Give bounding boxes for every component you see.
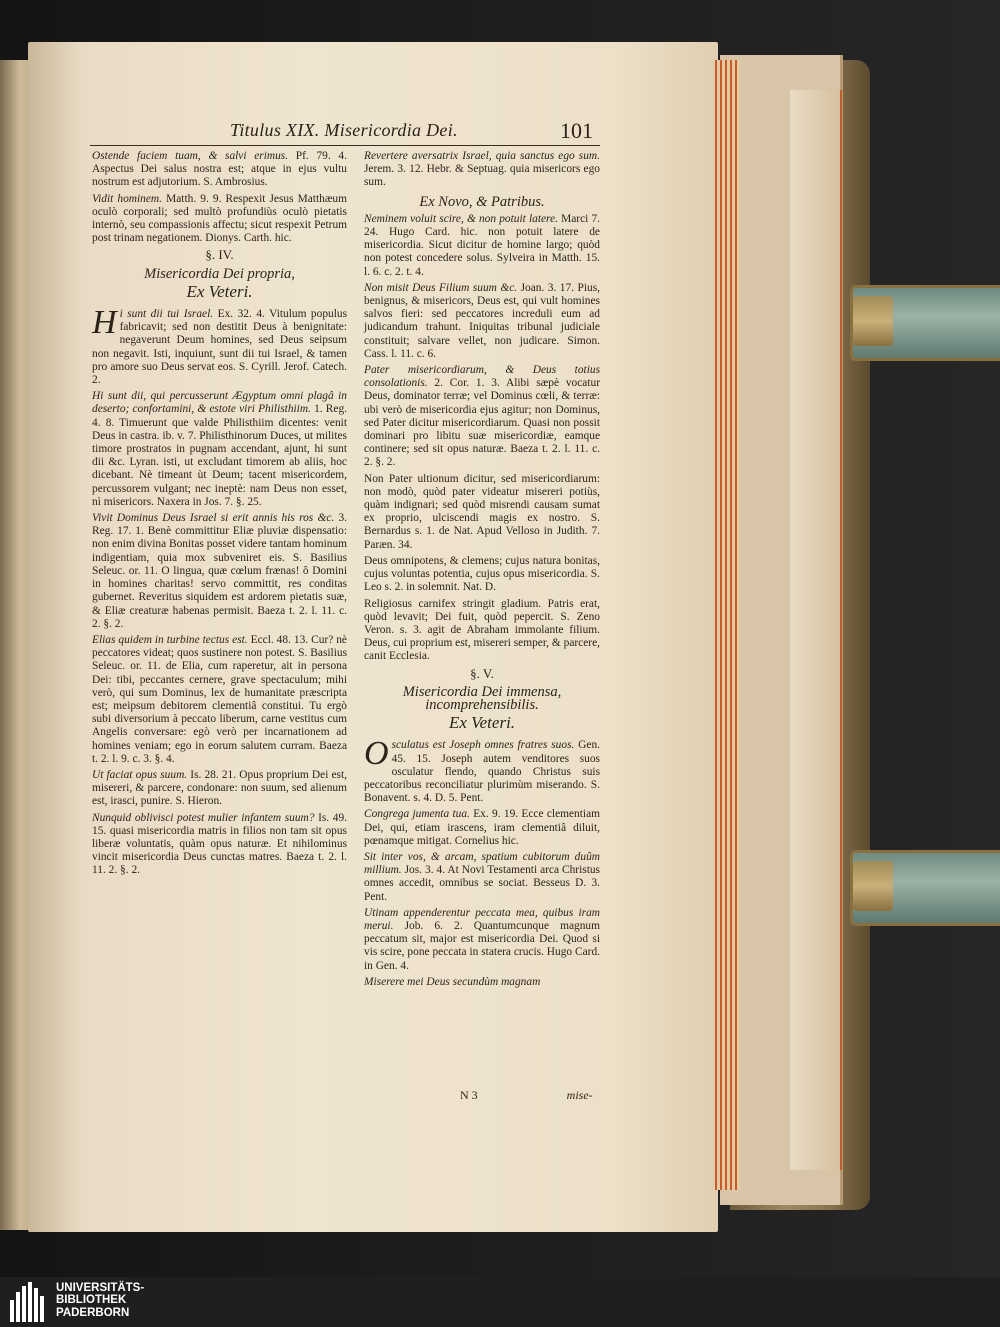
paragraph — [92, 150, 347, 190]
citation-italic: Miserere mei Deus secundùm magnam — [364, 975, 541, 988]
right-text-column — [364, 150, 600, 992]
paragraph — [92, 812, 347, 878]
citation-italic: Ut faciat opus suum. — [92, 768, 188, 781]
paragraph — [364, 808, 600, 848]
paragraph-text: Jerem. 3. 12. Hebr. & Septuag. quia misericors ego sum. — [364, 163, 600, 189]
paragraph — [364, 364, 600, 470]
citation-italic: Elias quidem in turbine tectus est. — [92, 633, 248, 646]
paragraph-text: Ex. 32. 4. Vitulum populus fabricavit; sed non destitit Deus à benignitate: negaverunt Deum homines, sed Deus seipsum non negavit. Isti, inquiunt, sunt dii tui Israel, & tamen pro amore suo Deus servat eos. S. Cyrill. Jerof. Catech. 2. — [92, 308, 348, 387]
paragraph-text: Joan. 3. 17. Pius, benignus, & misericors, Deus est, qui vult homines salvos fieri: sed peccatores increduli eum ad judicandum trahunt. Iniquitas tribunal judiciale constituit; salvare vellet, non judicare. Simon. Cass. l. 11. c. 6. — [364, 281, 600, 360]
citation-italic: Vivit Dominus Deus Israel si erit annis his ros &c. — [92, 512, 335, 525]
citation-italic: Revertere aversatrix Israel, quia sanctus ego sum. — [364, 150, 600, 162]
paragraph — [364, 473, 600, 552]
citation-italic: Hi sunt dii, qui percusserunt Ægyptum omni plagâ in deserto; confortamini, & estote viri Philisthiim. — [92, 390, 347, 416]
citation-italic: Pater misericordiarum, & Deus totius consolationis. — [364, 364, 600, 390]
page-number: 101 — [560, 118, 593, 143]
paragraph-text: Is. 28. 21. Opus proprium Dei est, misereri, & parcere, condonare: non suum, sed alienum est, irasci, punire. S. Hieron. — [92, 768, 347, 808]
paragraph-text: Jos. 3. 4. At Novi Testamenti arca Christus omnes accedit, omnibus se sociat. Besseus D. 3. Pent. — [364, 864, 600, 903]
paragraph-text: Gen. 45. 15. Joseph autem venditores suos osculatur flendo, quando Christus suis peccatoribus reconciliatur plurimùm miserando. S. Bonavent. s. 4. D. 5. Pent. — [364, 739, 600, 805]
metal-clasp-top — [850, 285, 1000, 361]
paragraph — [364, 907, 600, 973]
paragraph — [92, 193, 347, 246]
library-footer — [0, 1277, 1000, 1327]
citation-italic: Vidit hominem. — [92, 192, 163, 205]
citation-italic: Sit inter vos, & arcam, spatium cubitorum duûm millium. — [364, 850, 600, 877]
paragraph-text: 3. Reg. 17. 1. Benè committitur Eliæ pluviæ dispensatio: non enim divina Bonitas posset videre tantam hominum indigentiam, quia mox subveniret eis. S. Basilius Seleuc. or. 11. O lingua, quæ cœlum frænas! ô Domini in homines charitas! servo committit, res conditas gubernet. Reveritus siquidem est ardorem pietatis suæ, & Eliæ creaturæ habenas permisit. Baeza t. 2. l. 11. c. 2. §. 2. — [92, 512, 347, 630]
section-heading: Ex Veteri. — [448, 713, 516, 733]
catchword: mise- — [566, 1088, 593, 1102]
paragraph — [364, 282, 600, 361]
paragraph-text: Deus omnipotens, & clemens; cujus natura bonitas, cujus voluntas potentia, cujus opus misericordia. S. Leo s. 2. in solemnit. Nat. D. — [364, 554, 600, 594]
paragraph — [92, 769, 347, 809]
paragraph-text: Matth. 9. 9. Respexit Jesus Matthæum oculò corporali; sed multò profundiùs oculò pietatis internò, seu compassionis affectu; sicut respexit Petrum post trinam negationem. Dionys. Carth. hic. — [92, 192, 347, 245]
paragraph-text: Ex. 9. 19. Ecce clementiam Dei, qui, etiam irascens, iram clementiâ diluit, pœnamque mitigat. Cornelius hic. — [364, 808, 600, 847]
paragraph — [364, 976, 600, 989]
paragraph-text: Is. 49. 15. quasi misericordia matris in filios non tam sit opus liberæ voluntatis, quàm opus naturæ. Et nihilominus vincit misericordia Deus cunctas matres. Baeza t. 2. l. 11. 2. §. 2. — [92, 811, 347, 877]
citation-italic: Non misit Deus Filium suum &c. — [364, 281, 518, 294]
paragraph-text: Non Pater ultionum dicitur, sed misericordiarum: non modò, quòd pater videatur misereri potiùs, quàm indignari; sed quòd misrendi causam sumat ex proprio, ulciscendi magis ex nostro. S. Bernardus s. 1. de Nat. Apud Velloso in Judith. 7. Paræn. 34. — [364, 472, 600, 551]
paragraph-text: Religiosus carnifex stringit gladium. Patris erat, quòd levavit; Dei fuit, quòd pepercit. S. Zeno Veron. s. 3. agit de Abraham immolante filium. Deus, cui proprium est, misereri semper, & parcere, canit Ecclesia. — [364, 597, 600, 663]
paragraph-text: Eccl. 48. 13. Cur? nè peccatores videat; quos sustinere non potest. S. Basilius Seleuc. or. 11. de Elia, cum raperetur, ait in persona Dei: tibi, peccantes cernere, grave spectaculum; mihi verò, qui sum Dominus, lex de humanitate præscripta est; meipsum debitorem clementiâ constitui. Tu ergò subi diversorium à peccato liberum, carne vestitus cum Angelis conversare: egò verò per incarnationem ad homines veniam; ego in eorum salutem curram. Baeza t. 2. l. 9. c. 3. §. 4. — [92, 633, 347, 765]
paragraph-text: 1. Reg. 4. 8. Timuerunt que valde Philisthiim dicentes: venit Deus in castra. ib. v. 7. Philisthinorum Duces, ut milites timore prostratos in pugnam accendant, ajunt, hi sunt dii &c. Lyran. isti, ut excludant timorem ab aliis, hoc dicebant. Nè timeant ùt Deum; tacent misericordem, percussorem vulgant; nec ineptè: nam Deus non esset, nì misericors. Naxera in Jos. 7. §. 25. — [92, 403, 348, 508]
paragraph — [92, 390, 347, 509]
red-page-edges — [715, 60, 740, 1190]
section-heading: Misericordia Dei propria, — [144, 265, 295, 282]
section-heading: Misericordia Dei immensa, incomprehensibilis. — [402, 683, 562, 713]
drop-cap: O — [364, 735, 389, 773]
library-name-line-3: PADERBORN — [56, 1306, 130, 1319]
drop-cap: H — [92, 304, 117, 342]
section-heading: §. IV. — [205, 247, 234, 263]
library-logo-icon — [10, 1282, 50, 1322]
paragraph — [364, 213, 600, 279]
signature-label: N 3 — [460, 1088, 478, 1102]
paragraph — [92, 512, 347, 631]
paragraph — [364, 735, 600, 805]
library-name — [56, 1282, 144, 1319]
citation-italic: Utinam appenderentur peccata mea, quibus iram merui. — [364, 906, 600, 932]
paragraph-text: Job. 6. 2. Quantumcunque magnum peccatum sit, major est misericordia Dei. Quod si vis scire, pone peccata in statera crucis. Hugo Card. in Gen. 4. — [364, 919, 600, 972]
section-heading: Ex Veteri. — [186, 281, 253, 301]
metal-clasp-bottom — [850, 850, 1000, 926]
left-text-column — [92, 150, 347, 881]
paragraph — [364, 851, 600, 904]
signature-mark — [460, 1088, 593, 1103]
citation-italic: Neminem voluit scire, & non potuit latere. — [364, 212, 558, 225]
paragraph — [364, 555, 600, 595]
citation-italic: sculatus est Joseph omnes fratres suos. — [391, 739, 575, 752]
library-name-line-2: BIBLIOTHEK — [56, 1294, 127, 1307]
citation-italic: Nunquid oblivisci potest mulier infantem suum? — [92, 811, 315, 824]
library-name-line-1: UNIVERSITÄTS- — [56, 1282, 145, 1294]
paragraph-text: Pf. 79. 4. Aspectus Dei salus nostra est; atque in ejus vultu nostrum est adjutorium. S. Ambrosius. — [92, 150, 347, 189]
header-rule — [90, 145, 600, 146]
paragraph — [92, 304, 348, 387]
paragraph-text: 2. Cor. 1. 3. Alibi sæpè vocatur Deus, dominator terræ; vel Dominus cœli, & terræ: ubi verò de misericordia ejus agitur; non Dominus, sed Pater dicitur misericordiarum. Quasi non possit dominari pro libitu suæ misericordiæ, eamque continere; sed sit opus naturæ. Baeza t. 2. l. 11. c. 2. §. 2. — [364, 377, 600, 469]
citation-italic: Ostende faciem tuam, & salvi erimus. — [92, 150, 289, 162]
citation-italic: Congrega jumenta tua. — [364, 808, 470, 821]
citation-italic: i sunt dii tui Israel. — [119, 308, 214, 321]
paragraph — [364, 150, 600, 190]
paragraph — [364, 598, 600, 664]
page-stack-inner — [790, 90, 842, 1170]
section-heading: Ex Novo, & Patribus. — [419, 193, 545, 210]
section-heading: §. V. — [470, 665, 494, 681]
running-header: Titulus XIX. Misericordia Dei. — [230, 120, 458, 140]
paragraph — [92, 634, 347, 766]
paragraph-text: Marci 7. 24. Hugo Card. hic. non potuit latere de misericordia. Sicut dicitur de homine largo; quòd non potest concedere solus. Sylveira in Matth. 15. l. 6. c. 2. t. 4. — [364, 212, 600, 278]
